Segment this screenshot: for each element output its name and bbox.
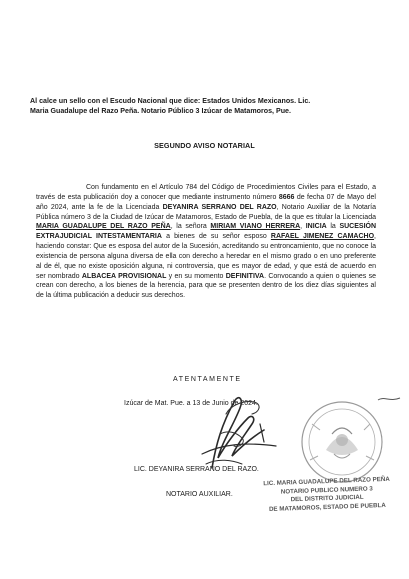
heir-name: MIRIAM VIANO HERRERA xyxy=(210,223,301,231)
body-text-4: , la señora xyxy=(170,223,211,231)
body-text-9: y en su momento xyxy=(166,272,226,280)
titular-notary-name: MARIA GUADALUPE DEL RAZO PEÑA xyxy=(36,223,171,231)
definitiva-keyword: DEFINITIVA xyxy=(225,272,265,280)
notary-name: DEYANIRA SERRANO DEL RAZO xyxy=(162,203,277,211)
closing-salutation: ATENTAMENTE xyxy=(173,376,242,383)
body-text-6: la xyxy=(326,223,340,231)
signature-icon xyxy=(182,384,302,476)
body-text-3: , Notario Auxiliar de la Notaría Pública número 3 de la Ciudad de Izúcar de Matamoros, Estado de Puebla, de la que es titular la Licenciada xyxy=(36,203,376,221)
seal-note xyxy=(30,96,390,116)
deceased-name: RAFAEL JIMENEZ CAMACHO xyxy=(270,233,375,241)
stamp-line-1: LIC. MARIA GUADALUPE DEL RAZO PEÑA xyxy=(263,475,390,488)
seal-note-line-2: Maria Guadalupe del Razo Peña. Notario Público 3 Izúcar de Matamoros, Pue. xyxy=(30,107,291,115)
stamp-line-4: DE MATAMOROS, ESTADO DE PUEBLA xyxy=(268,501,386,513)
signer-role: NOTARIO AUXILIAR. xyxy=(166,491,233,498)
body-text-10: . Convocando a quien o quienes se crean con derecho, a los bienes de la herencia, para que se presenten dentro de los diez días siguientes al de la última publicación a deducir sus derechos. xyxy=(36,272,376,300)
body-text-2: de fecha 07 de Mayo del año 2024, ante la fe de la Licenciada xyxy=(36,193,376,211)
body-text-8: , haciendo constar: Que es esposa del autor de la Sucesión, acreditando su entroncamiento, que no conoce la existencia de persona alguna diversa de ella con derecho a heredar en el mismo grado o en uno preferente al de él, que no existe oposición alguna, ni controversia, que es mayor de edad, y que está de acuerdo en ser nombrado xyxy=(36,233,376,280)
body-text-1: Con fundamento en el Artículo 784 del Código de Procedimientos Civiles para el Estado, a través de esta publicación doy a conocer que mediante instrumento número xyxy=(36,184,376,201)
inicia-keyword: INICIA xyxy=(305,223,327,231)
signer-name: LIC. DEYANIRA SERRANO DEL RAZO. xyxy=(134,466,259,473)
instrument-number: 8666 xyxy=(278,193,295,201)
notice-body xyxy=(36,183,376,301)
stamp-line-2: NOTARIO PUBLICO NUMERO 3 xyxy=(280,484,373,496)
albacea-provisional: ALBACEA PROVISIONAL xyxy=(81,272,167,280)
succession-type: SUCESIÓN EXTRAJUDICIAL INTESTAMENTARIA xyxy=(36,223,377,241)
body-text-7: a bienes de su señor esposo xyxy=(161,233,271,241)
notary-stamp-text xyxy=(251,475,402,514)
body-text-5: , xyxy=(300,223,306,231)
seal-note-line-1: Al calce un sello con el Escudo Nacional que dice: Estados Unidos Mexicanos. Lic. xyxy=(30,97,311,105)
stamp-line-3: DEL DISTRITO JUDICIAL xyxy=(290,493,364,504)
place-and-date: Izúcar de Mat. Pue. a 13 de Junio de 2024. xyxy=(124,400,258,407)
margin-mark-icon xyxy=(376,394,402,404)
document-title: SEGUNDO AVISO NOTARIAL xyxy=(154,141,255,150)
